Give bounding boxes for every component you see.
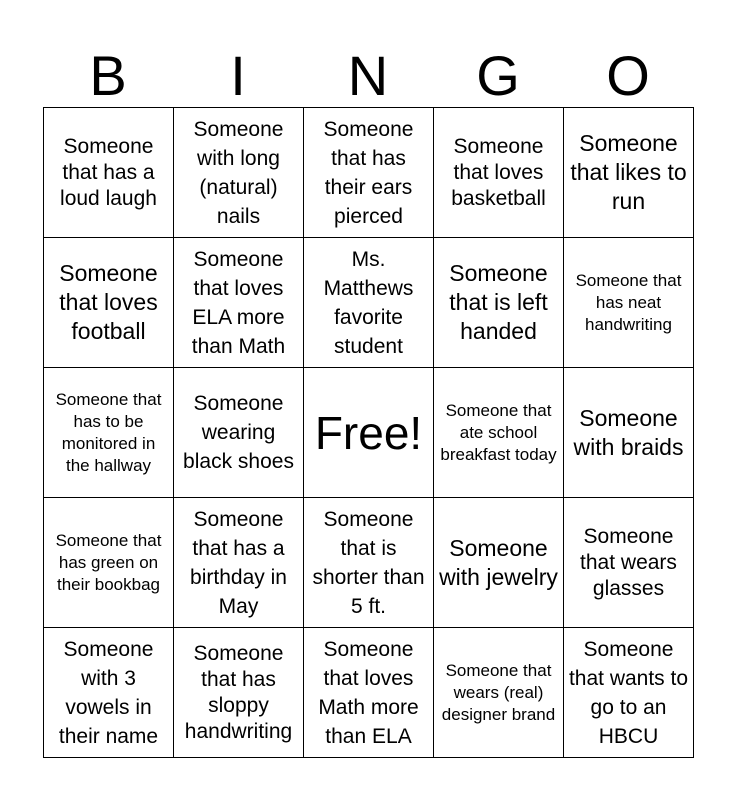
- cell-text: Someone that loves basketball: [451, 134, 546, 210]
- bingo-cell[interactable]: [434, 628, 564, 758]
- bingo-cell[interactable]: [44, 498, 174, 628]
- bingo-cell[interactable]: [434, 498, 564, 628]
- free-space[interactable]: [304, 368, 434, 498]
- bingo-cell[interactable]: [174, 628, 304, 758]
- cell-text: Someone that is shorter than 5 ft.: [312, 507, 425, 618]
- bingo-cell[interactable]: [434, 368, 564, 498]
- bingo-cell[interactable]: [44, 628, 174, 758]
- header-letter-i: I: [230, 44, 246, 107]
- bingo-cell[interactable]: [174, 498, 304, 628]
- cell-text: Someone with jewelry: [439, 534, 558, 590]
- cell-text: Someone that has green on their bookbag: [55, 530, 162, 594]
- cell-text: Someone that has sloppy handwriting: [184, 641, 293, 743]
- header-letter-g: G: [476, 44, 520, 107]
- bingo-cell[interactable]: [564, 368, 694, 498]
- bingo-cell[interactable]: [434, 108, 564, 238]
- bingo-cell[interactable]: [564, 238, 694, 368]
- bingo-cell[interactable]: [44, 368, 174, 498]
- cell-text: Someone that loves football: [59, 260, 158, 344]
- bingo-cell[interactable]: [44, 108, 174, 238]
- free-space-label: Free!: [314, 406, 423, 459]
- bingo-cell[interactable]: [304, 628, 434, 758]
- bingo-cell[interactable]: [304, 238, 434, 368]
- header-letter-o: O: [606, 44, 650, 107]
- bingo-cell[interactable]: [44, 238, 174, 368]
- cell-text: Ms. Matthews favorite student: [323, 247, 414, 358]
- bingo-cell[interactable]: [564, 498, 694, 628]
- cell-text: Someone with long (natural) nails: [193, 117, 284, 228]
- cell-text: Someone that likes to run: [570, 130, 687, 214]
- cell-text: Someone that is left handed: [449, 260, 548, 344]
- cell-text: Someone that has a birthday in May: [190, 507, 287, 618]
- cell-text: Someone that has neat handwriting: [575, 270, 682, 334]
- bingo-cell[interactable]: [174, 368, 304, 498]
- bingo-cell[interactable]: [174, 108, 304, 238]
- bingo-cell[interactable]: [174, 238, 304, 368]
- bingo-cell[interactable]: [434, 238, 564, 368]
- cell-text: Someone wearing black shoes: [183, 392, 294, 473]
- cell-text: Someone that loves ELA more than Math: [191, 247, 286, 358]
- bingo-cell[interactable]: [304, 108, 434, 238]
- bingo-cell[interactable]: [564, 628, 694, 758]
- cell-text: Someone that wears glasses: [580, 524, 677, 600]
- cell-text: Someone that wears (real) designer brand: [441, 660, 556, 724]
- cell-text: Someone that has to be monitored in the hallway: [55, 389, 162, 475]
- bingo-header: [43, 44, 693, 108]
- bingo-board: [43, 107, 694, 758]
- cell-text: Someone that wants to go to an HBCU: [568, 637, 689, 748]
- cell-text: Someone with braids: [573, 404, 684, 460]
- cell-text: Someone with 3 vowels in their name: [58, 637, 159, 748]
- bingo-cell[interactable]: [564, 108, 694, 238]
- header-letter-b: B: [89, 44, 127, 107]
- cell-text: Someone that ate school breakfast today: [440, 400, 557, 464]
- bingo-cell[interactable]: [304, 498, 434, 628]
- cell-text: Someone that has their ears pierced: [323, 117, 414, 228]
- cell-text: Someone that has a loud laugh: [60, 134, 157, 210]
- cell-text: Someone that loves Math more than ELA: [318, 637, 419, 748]
- header-letter-n: N: [347, 44, 389, 107]
